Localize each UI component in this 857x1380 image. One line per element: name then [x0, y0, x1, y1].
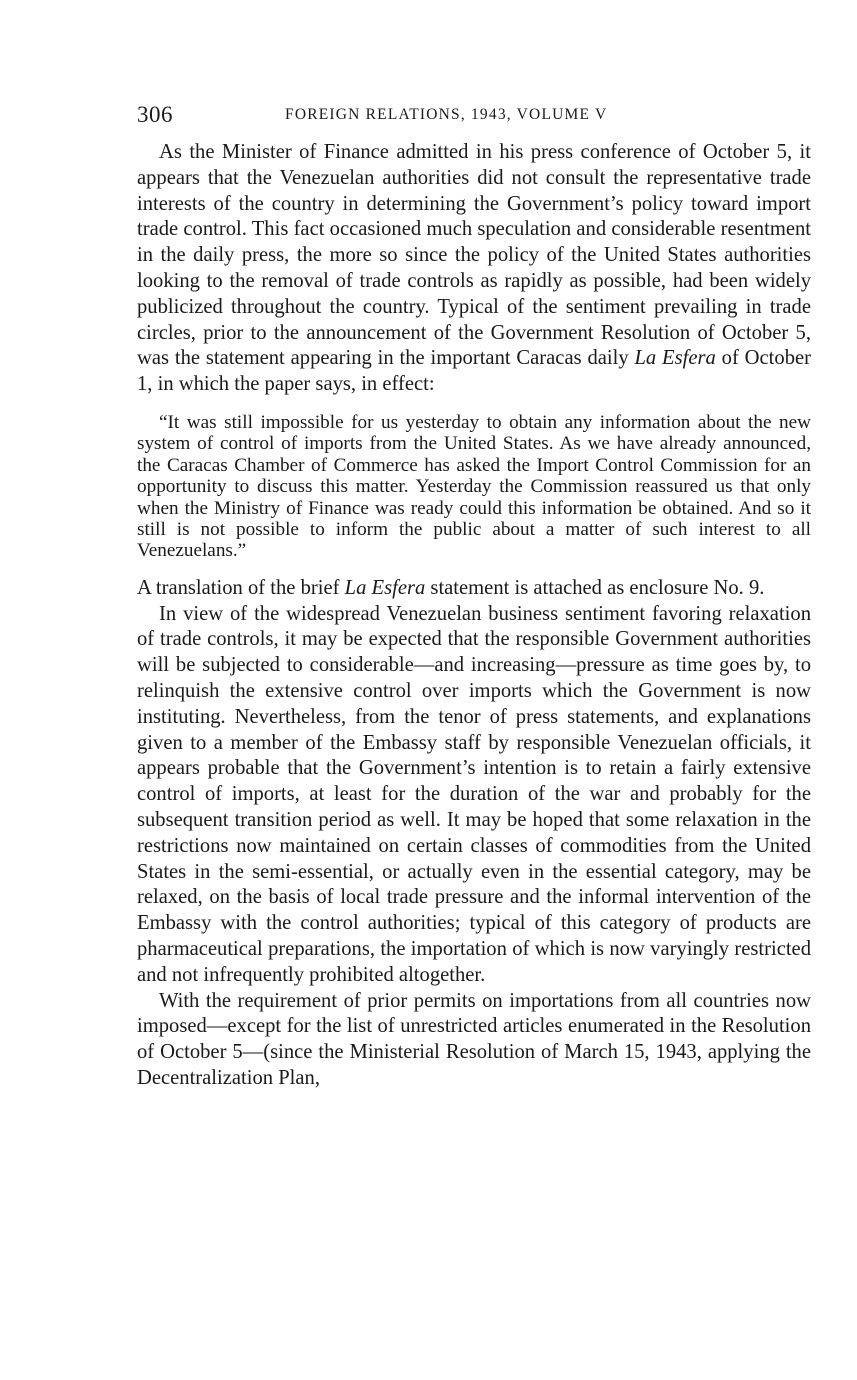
paragraph-4: With the requirement of prior permits on importations from all countries now imposed—except for the list of unrestricted articles enumerated in the Resolution of October 5—(since the Ministerial Resolution of March 15, 1943, applying the Decentralization Plan,	[137, 989, 811, 1089]
paragraph-1	[137, 140, 811, 398]
page-header	[137, 98, 811, 134]
paragraph-1-text-a: As the Minister of Finance admitted in his press conference of October 5, it appears that the Venezuelan authorities did not consult the representative trade interests of the country in determining the Government’s policy toward import trade control. This fact occasioned much speculation and considerable resentment in the daily press, the more so since the policy of the United States authorities looking to the removal of trade controls as rapidly as possible, had been widely publicized throughout the country. Typical of the sentiment prevailing in trade circles, prior to the announcement of the Government Resolution of October 5, was the statement appearing in the important Caracas daily	[137, 141, 811, 370]
paragraph-2	[137, 576, 811, 602]
newspaper-name-2: La Esfera	[344, 576, 426, 599]
document-page	[137, 98, 811, 1092]
page-number: 306	[137, 102, 173, 127]
paragraph-1-text-b: of October 1, in which the paper says, in effect:	[137, 347, 811, 396]
newspaper-name: La Esfera	[634, 347, 716, 370]
paragraph-2-text-b: statement is attached as enclosure No. 9.	[425, 576, 765, 599]
block-quote: “It was still impossible for us yesterday to obtain any information about the new system of control of imports from the United States. As we have already announced, the Caracas Chamber of Commerce has asked the Import Control Commission for an opportunity to discuss this matter. Yesterday the Commission reassured us that only when the Ministry of Finance was ready could this information be obtained. And so it still is not possible to inform the public about a matter of such interest to all Venezuelans.”	[137, 411, 811, 562]
paragraph-3: In view of the widespread Venezuelan business sentiment favoring relaxation of trade controls, it may be expected that the responsible Government authorities will be subjected to considerable—and increasing—pressure as time goes by, to relinquish the extensive control over imports which the Government is now instituting. Nevertheless, from the tenor of press statements, and explanations given to a member of the Embassy staff by responsible Venezuelan officials, it appears probable that the Government’s intention is to retain a fairly extensive control of imports, at least for the duration of the war and probably for the subsequent transition period as well. It may be hoped that some relaxation in the restrictions now maintained on certain classes of commodities from the United States in the semi-essential, or actually even in the essential category, may be relaxed, on the basis of local trade pressure and the informal intervention of the Embassy with the control authorities; typical of this category of products are pharmaceutical preparations, the importation of which is now varyingly restricted and not infrequently prohibited altogether.	[137, 602, 811, 986]
running-head: FOREIGN RELATIONS, 1943, VOLUME V	[285, 106, 608, 123]
paragraph-2-text-a: A translation of the brief	[137, 576, 345, 599]
